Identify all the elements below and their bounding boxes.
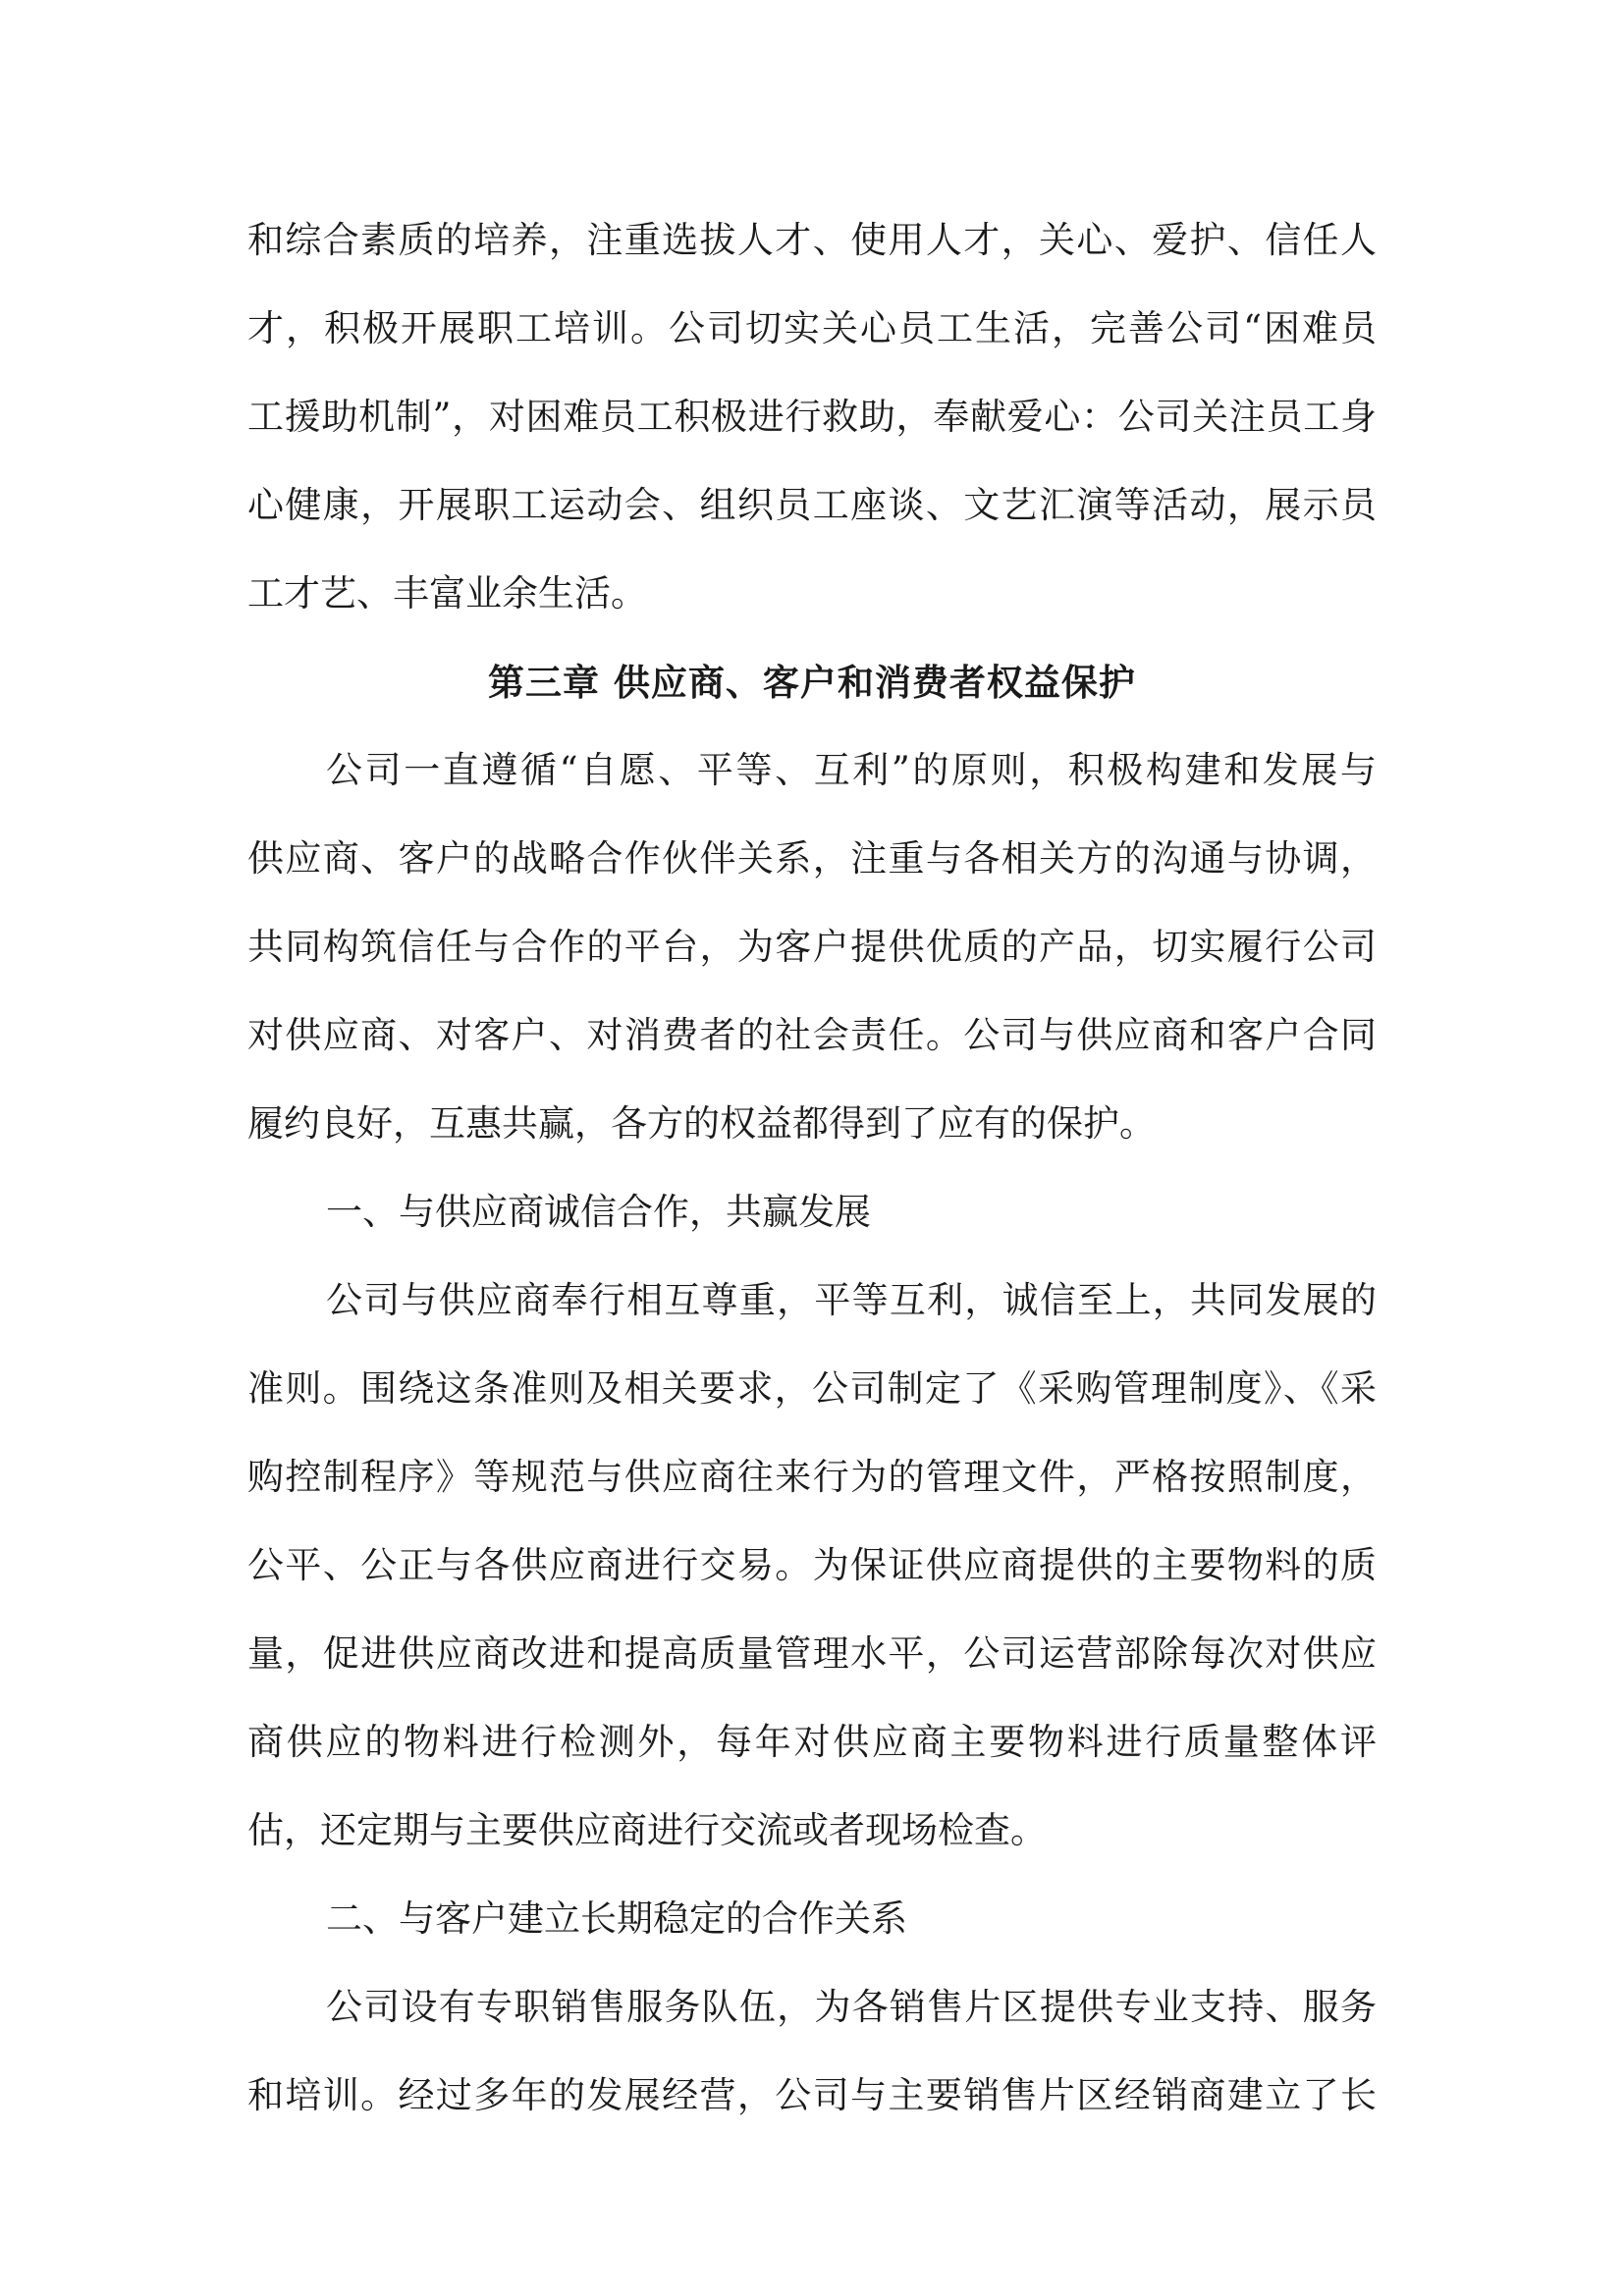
text-line: 共同构筑信任与合作的平台，为客户提供优质的产品，切实履行公司 [247,926,1377,968]
text-line: 量，促进供应商改进和提高质量管理水平，公司运营部除每次对供应 [247,1632,1377,1675]
paragraph-chapter-intro [247,726,1377,1168]
document-page [247,196,1377,2140]
text-line: 公司一直遵循“自愿、平等、互利”的原则，积极构建和发展与 [326,749,1377,791]
text-line: 心健康，开展职工运动会、组织员工座谈、文艺汇演等活动，展示员 [247,484,1377,526]
paragraph-employee-care [247,196,1377,638]
text-line: 估，还定期与主要供应商进行交流或者现场检查。 [247,1809,1047,1851]
text-line: 和培训。经过多年的发展经营，公司与主要销售片区经销商建立了长 [247,2074,1377,2116]
text-line: 工援助机制”，对困难员工积极进行救助，奉献爱心：公司关注员工身 [247,396,1377,438]
text-line: 工才艺、丰富业余生活。 [247,572,647,614]
text-line: 对供应商、对客户、对消费者的社会责任。公司与供应商和客户合同 [247,1014,1377,1056]
text-line: 和综合素质的培养，注重选拔人才、使用人才，关心、爱护、信任人 [247,219,1377,261]
text-line: 才，积极开展职工培训。公司切实关心员工生活，完善公司“困难员 [247,307,1377,349]
text-line: 履约良好，互惠共赢，各方的权益都得到了应有的保护。 [247,1102,1156,1145]
text-line: 公司设有专职销售服务队伍，为各销售片区提供专业支持、服务 [326,1986,1377,2028]
chapter-heading: 第三章 供应商、客户和消费者权益保护 [488,661,1136,704]
text-line: 公司与供应商奉行相互尊重，平等互利，诚信至上，共同发展的 [326,1279,1377,1321]
paragraph-customers [247,1963,1377,2140]
text-line: 购控制程序》等规范与供应商往来行为的管理文件，严格按照制度， [247,1456,1377,1498]
section-heading-suppliers: 一、与供应商诚信合作，共赢发展 [326,1191,871,1233]
text-line: 准则。围绕这条准则及相关要求，公司制定了《采购管理制度》、《采 [247,1367,1377,1410]
text-line: 商供应的物料进行检测外，每年对供应商主要物料进行质量整体评 [247,1721,1377,1763]
text-line: 公平、公正与各供应商进行交易。为保证供应商提供的主要物料的质 [247,1544,1377,1586]
text-line: 供应商、客户的战略合作伙伴关系，注重与各相关方的沟通与协调， [247,837,1377,880]
paragraph-suppliers [247,1256,1377,1875]
section-heading-customers: 二、与客户建立长期稳定的合作关系 [326,1897,907,1940]
